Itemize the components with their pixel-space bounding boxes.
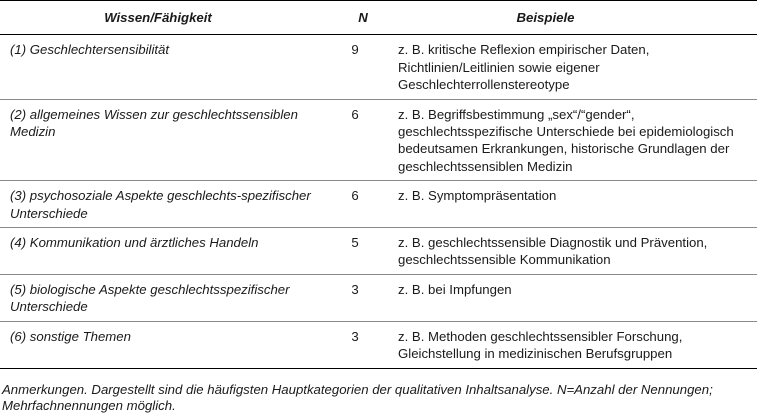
category-cell: (1) Geschlechtersensibilität <box>0 35 336 99</box>
category-cell: (6) sonstige Themen <box>0 321 336 368</box>
example-cell: z. B. Begriffsbestimmung „sex“/“gender“, geschlechtsspezifische Unterschiede bei epidemiologisch bedeutsamen Erkrankungen, historische Grundlagen der geschlechtssensiblen Medizin <box>390 99 757 181</box>
count-cell: 3 <box>336 321 390 368</box>
category-cell: (5) biologische Aspekte geschlechtsspezifischer Unterschiede <box>0 274 336 321</box>
count-cell: 9 <box>336 35 390 99</box>
count-cell: 5 <box>336 228 390 275</box>
header-row <box>0 1 757 35</box>
category-cell: (2) allgemeines Wissen zur geschlechtssensiblen Medizin <box>0 99 336 181</box>
header-n: N <box>336 1 390 35</box>
table-row <box>0 181 757 228</box>
header-examples: Beispiele <box>390 1 757 35</box>
header-skill: Wissen/Fähigkeit <box>0 1 336 35</box>
count-cell: 6 <box>336 99 390 181</box>
example-cell: z. B. Symptompräsentation <box>390 181 757 228</box>
table-row <box>0 228 757 275</box>
table-body <box>0 35 757 368</box>
category-cell: (3) psychosoziale Aspekte geschlechts-spezifischer Unterschiede <box>0 181 336 228</box>
table-header <box>0 1 757 35</box>
example-cell: z. B. kritische Reflexion empirischer Daten, Richtlinien/Leitlinien sowie eigener Geschlechterrollenstereotype <box>390 35 757 99</box>
example-cell: z. B. Methoden geschlechtssensibler Forschung, Gleichstellung in medizinischen Berufsgruppen <box>390 321 757 368</box>
table-row <box>0 99 757 181</box>
example-cell: z. B. geschlechtssensible Diagnostik und Prävention, geschlechtssensible Kommunikation <box>390 228 757 275</box>
example-cell: z. B. bei Impfungen <box>390 274 757 321</box>
table-note: Anmerkungen. Dargestellt sind die häufigsten Hauptkategorien der qualitativen Inhaltsanalyse. N=Anzahl der Nennungen; Mehrfachnennungen möglich. <box>2 382 713 413</box>
table-row <box>0 35 757 99</box>
category-cell: (4) Kommunikation und ärztliches Handeln <box>0 228 336 275</box>
count-cell: 3 <box>336 274 390 321</box>
table-row <box>0 274 757 321</box>
table-row <box>0 321 757 368</box>
count-cell: 6 <box>336 181 390 228</box>
